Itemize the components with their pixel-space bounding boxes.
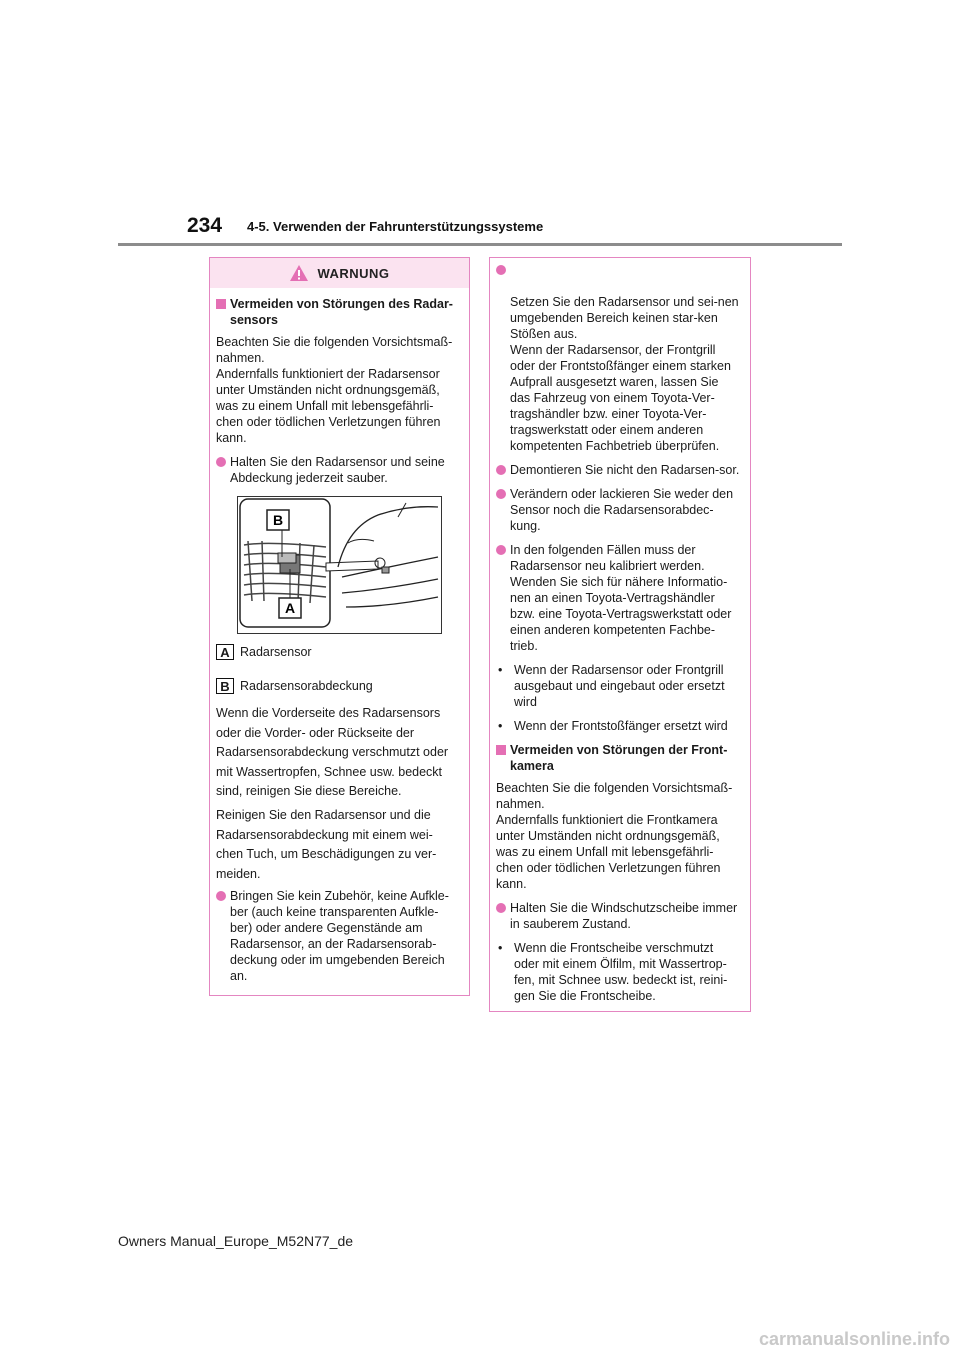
legend-a (216, 644, 459, 660)
dash-bullet-icon: • (498, 941, 503, 955)
bullet-no-modification (496, 486, 740, 534)
radar-sensor-figure (237, 496, 442, 634)
pink-dot-icon (496, 465, 506, 475)
legend-b-text: Radarsensorabdeckung (240, 679, 373, 693)
warning-triangle-icon (289, 264, 309, 282)
warning-header (210, 258, 469, 288)
watermark: carmanualsonline.info (758, 1329, 950, 1349)
bullet-text: In den folgenden Fällen muss der Radarsensor neu kalibriert werden. Wenden Sie sich für nähere Informatio-nen an einen Toyota-Vertragshändler bzw. eine Toyota-Vertragswerkstatt oder einen anderen kompetenten Fachbe-trieb. (510, 543, 732, 653)
warning-box-right (489, 257, 751, 1012)
dash-text: Wenn der Radarsensor oder Frontgrill ausgebaut und eingebaut oder ersetzt wird (514, 663, 725, 709)
radar-heading-text: Vermeiden von Störungen des Radar-sensors (230, 297, 453, 327)
section-title: 4-5. Verwenden der Fahrunterstützungssysteme (247, 219, 544, 234)
page-number: 234 (187, 214, 223, 237)
bullet-text: Halten Sie den Radarsensor und seine Abdeckung jederzeit sauber. (230, 455, 445, 485)
bullet-text: Halten Sie die Windschutzscheibe immer in sauberem Zustand. (510, 901, 738, 931)
dash-bullet-icon: • (498, 663, 503, 677)
bullet-text: Setzen Sie den Radarsensor und sei-nen umgebenden Bereich keinen star-ken Stößen aus. Wenn der Radarsensor, der Frontgrill oder der Frontstoßfänger einem starken Aufprall ausgesetzt waren, lassen Sie das Fahrzeug von einem Toyota-Ver-tragshändler bzw. einer Toyota-Ver-tragswerkstatt oder einem anderen kompetenten Fachbetrieb überprüfen. (510, 295, 739, 453)
bullet-text: Verändern oder lackieren Sie weder den Sensor noch die Radarsensorabdec-kung. (510, 487, 734, 533)
dash-bumper-replaced (496, 718, 740, 734)
radar-intro: Beachten Sie die folgenden Vorsichtsmaß-nahmen. Andernfalls funktioniert der Radarsensor unter Umständen nicht ordnungsgemäß, was zu einem Unfall mit lebensgefährli-chen oder tödlichen Verletzungen führen kann. (216, 335, 453, 445)
pink-dot-icon (496, 903, 506, 913)
pink-dot-icon (216, 891, 226, 901)
pink-square-icon (216, 299, 226, 309)
pink-dot-icon (496, 545, 506, 555)
car-front-illustration (238, 497, 441, 633)
camera-intro: Beachten Sie die folgenden Vorsichtsmaß-nahmen. Andernfalls funktioniert die Frontkamera unter Umständen nicht ordnungsgemäß, was zu einem Unfall mit lebensgefährli-chen oder tödlichen Verletzungen führen kann. (496, 781, 733, 891)
legend-tag-b: B (216, 678, 234, 694)
bullet-clean-windshield (496, 900, 740, 932)
pink-dot-icon (216, 457, 226, 467)
radar-heading (216, 296, 459, 328)
dash-bullet-icon: • (498, 719, 503, 733)
bullet-recalibration (496, 542, 740, 654)
pink-dot-icon (496, 489, 506, 499)
camera-heading-text: Vermeiden von Störungen der Front-kamera (510, 743, 728, 773)
bullet-no-impacts (496, 262, 740, 454)
warning-label: WARNUNG (317, 265, 390, 281)
cleaning-paragraph: Wenn die Vorderseite des Radarsensors oder die Vorder- oder Rückseite der Radarsensorabdeckung verschmutzt oder mit Wassertropfen, Schnee usw. bedeckt sind, reinigen Sie diese Bereiche. (216, 706, 449, 799)
legend-b (216, 678, 459, 694)
header-rule (118, 243, 842, 246)
dash-text: Wenn der Frontstoßfänger ersetzt wird (514, 719, 728, 733)
dash-grill-replaced (496, 662, 740, 710)
bullet-no-disassembly (496, 462, 740, 478)
camera-heading (496, 742, 740, 774)
legend-tag-a: A (216, 644, 234, 660)
pink-dot-icon (496, 265, 506, 275)
legend-a-text: Radarsensor (240, 645, 312, 659)
pink-square-icon (496, 745, 506, 755)
figure-label-a: A (284, 600, 296, 616)
soft-cloth-paragraph: Reinigen Sie den Radarsensor und die Radarsensorabdeckung mit einem wei-chen Tuch, um Beschädigungen zu ver-meiden. (216, 807, 437, 881)
warning-box-left (209, 257, 470, 996)
figure-label-b: B (272, 512, 284, 528)
bullet-no-accessories (216, 888, 459, 984)
dash-text: Wenn die Frontscheibe verschmutzt oder mit einem Ölfilm, mit Wassertrop-fen, mit Schnee usw. bedeckt ist, reini-gen Sie die Frontscheibe. (514, 941, 728, 1003)
bullet-text: Bringen Sie kein Zubehör, keine Aufkle-ber (auch keine transparenten Aufkle-ber) oder andere Gegenstände am Radarsensor, an der Radarsensorab-deckung oder im umgebenden Bereich an. (230, 889, 449, 984)
bullet-text: Demontieren Sie nicht den Radarsen-sor. (510, 463, 740, 477)
footer-manual-id: Owners Manual_Europe_M52N77_de (118, 1233, 354, 1249)
dash-dirty-windshield (496, 940, 740, 1004)
bullet-keep-clean (216, 454, 459, 486)
